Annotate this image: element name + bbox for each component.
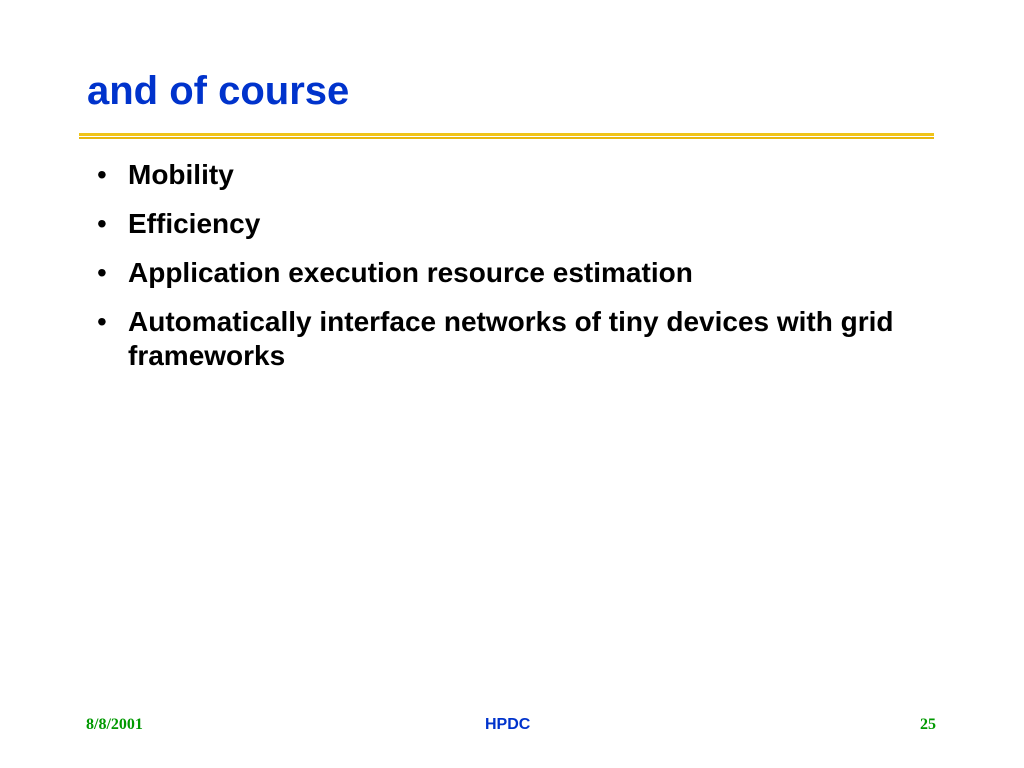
bullet-list — [97, 158, 937, 388]
bullet-text: Application execution resource estimation — [128, 257, 693, 288]
bullet-item-resource-estimation — [97, 256, 937, 290]
footer-conference: HPDC — [485, 716, 531, 733]
footer-page-number: 25 — [920, 716, 936, 733]
bullet-item-mobility — [97, 158, 937, 192]
bullet-text: Mobility — [128, 159, 234, 190]
bullet-marker: • — [97, 257, 107, 288]
bullet-marker: • — [97, 159, 107, 190]
bullet-marker: • — [97, 208, 107, 239]
bullet-item-tiny-devices — [97, 305, 937, 373]
slide-title: and of course — [87, 69, 350, 113]
bullet-text: Efficiency — [128, 208, 261, 239]
bullet-text: Automatically interface networks of tiny devices with grid frameworks — [128, 306, 894, 371]
bullet-item-efficiency — [97, 207, 937, 241]
title-divider — [79, 133, 934, 139]
bullet-marker: • — [97, 306, 107, 337]
footer-date: 8/8/2001 — [86, 716, 143, 733]
title-divider-line-bottom — [79, 137, 934, 139]
title-divider-line-top — [79, 133, 934, 136]
